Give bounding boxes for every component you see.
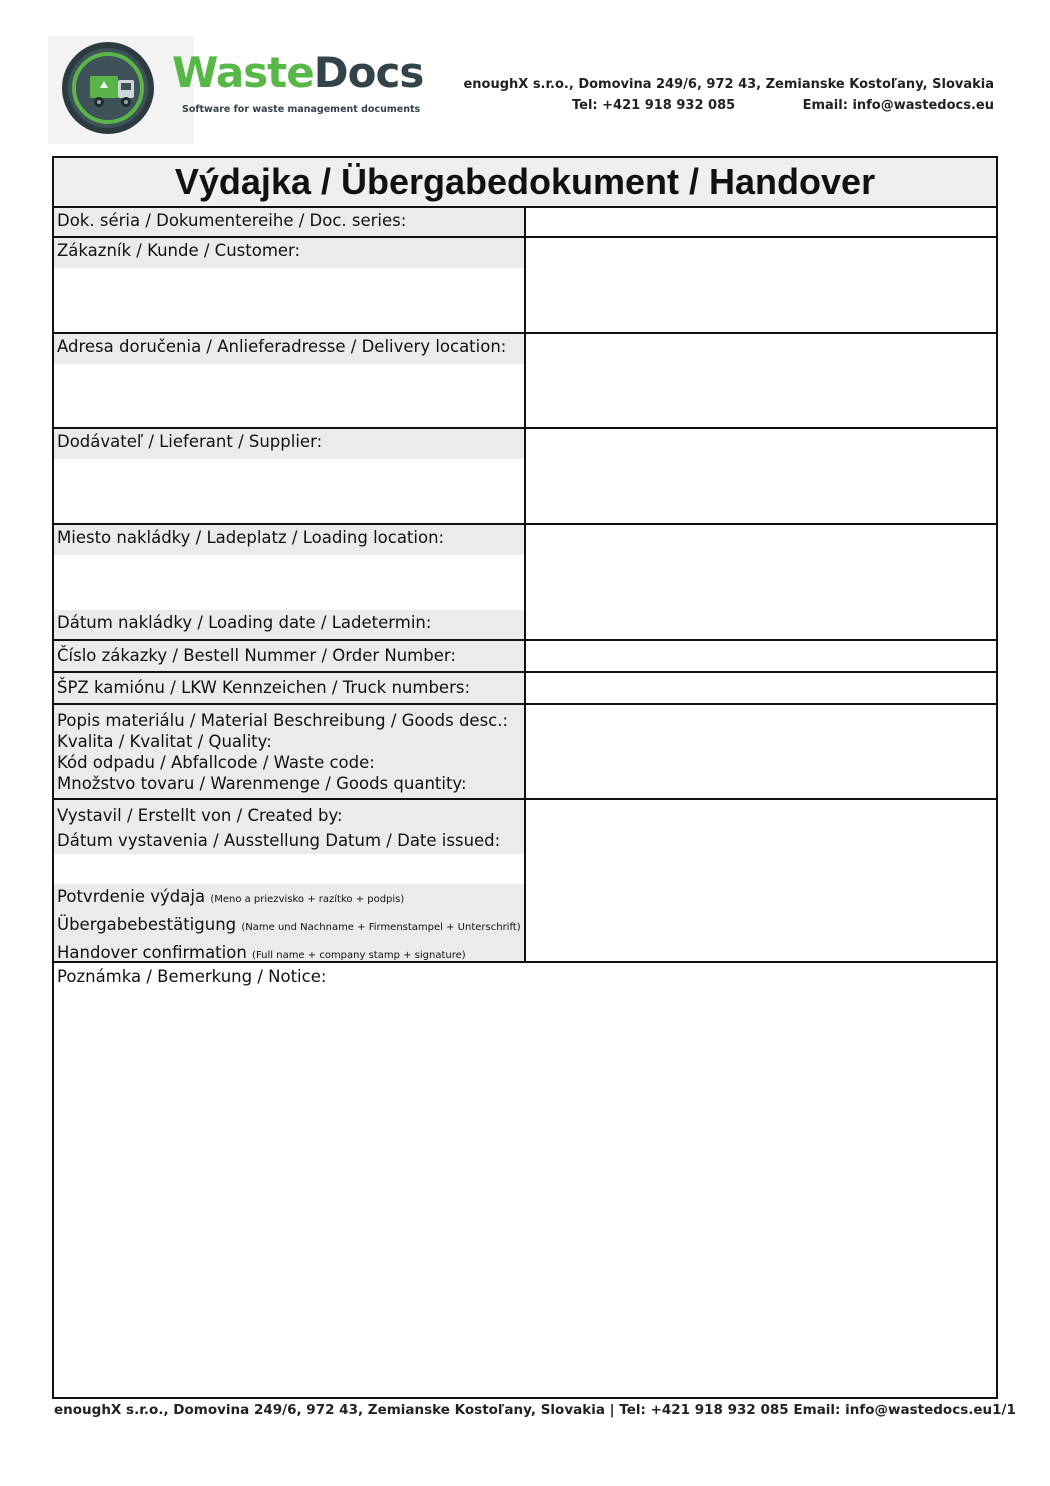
- row-issued: [54, 800, 996, 963]
- recycling-truck-icon: [62, 42, 154, 134]
- goods-quantity-label: Množstvo tovaru / Warenmenge / Goods quantity:: [57, 774, 467, 793]
- company-header: [463, 74, 994, 116]
- order-number-label: Číslo zákazky / Bestell Nummer / Order Number:: [54, 641, 524, 671]
- footer-text: enoughX s.r.o., Domovina 249/6, 972 43, Zemianske Kostoľany, Slovakia | Tel: +421 918 932 085 Email: info@wastedocs.eu: [54, 1402, 993, 1418]
- confirm-de-note: (Name und Nachname + Firmenstampel + Unterschrift): [241, 922, 521, 933]
- confirm-en-note: (Full name + company stamp + signature): [252, 950, 466, 961]
- wastedocs-logo: [48, 36, 424, 144]
- company-tel: Tel: +421 918 932 085: [572, 98, 736, 113]
- loading-field[interactable]: [526, 525, 996, 639]
- notice-label: Poznámka / Bemerkung / Notice:: [57, 967, 327, 986]
- issued-labels: [54, 800, 524, 854]
- doc-series-field[interactable]: [526, 208, 996, 236]
- supplier-label: Dodávateľ / Lieferant / Supplier:: [54, 429, 524, 459]
- logo-tagline: Software for waste management documents: [182, 104, 421, 115]
- goods-desc-label: Popis materiálu / Material Beschreibung / Goods desc.:: [57, 711, 509, 730]
- company-email: Email: info@wastedocs.eu: [802, 98, 994, 113]
- row-loading: [54, 525, 996, 641]
- row-goods: [54, 705, 996, 800]
- quality-label: Kvalita / Kvalitat / Quality:: [57, 732, 272, 751]
- row-order-number: [54, 641, 996, 673]
- truck-icon: [88, 70, 138, 112]
- row-truck-numbers: [54, 673, 996, 705]
- truck-numbers-label: ŠPZ kamiónu / LKW Kennzeichen / Truck numbers:: [54, 673, 524, 703]
- row-delivery-location: [54, 334, 996, 429]
- truck-numbers-field[interactable]: [526, 673, 996, 703]
- form-title: Výdajka / Übergabedokument / Handover: [54, 158, 996, 208]
- handover-form: [52, 156, 998, 1399]
- confirmation-labels: [54, 884, 524, 961]
- confirm-en-label: Handover confirmation: [57, 943, 247, 962]
- customer-field[interactable]: [526, 238, 996, 332]
- delivery-location-label: Adresa doručenia / Anlieferadresse / Delivery location:: [54, 334, 524, 364]
- confirm-sk-note: (Meno a priezvisko + razítko + podpis): [210, 894, 405, 905]
- row-supplier: [54, 429, 996, 525]
- waste-code-label: Kód odpadu / Abfallcode / Waste code:: [57, 753, 375, 772]
- row-doc-series: [54, 208, 996, 238]
- company-address: enoughX s.r.o., Domovina 249/6, 972 43, Zemianske Kostoľany, Slovakia: [463, 77, 994, 92]
- notice-field[interactable]: [54, 994, 996, 1397]
- loading-location-label: Miesto nakládky / Ladeplatz / Loading location:: [54, 525, 524, 555]
- created-by-label: Vystavil / Erstellt von / Created by:: [57, 806, 343, 825]
- delivery-location-field[interactable]: [526, 334, 996, 427]
- logo-wordmark: WasteDocs: [172, 48, 424, 97]
- supplier-field[interactable]: [526, 429, 996, 523]
- goods-labels: [54, 705, 524, 798]
- doc-series-label: Dok. séria / Dokumentereihe / Doc. series:: [54, 208, 524, 236]
- loading-date-label: Dátum nakládky / Loading date / Ladetermin:: [54, 610, 524, 639]
- confirm-de-label: Übergabebestätigung: [57, 915, 237, 934]
- goods-field[interactable]: [526, 705, 996, 798]
- row-customer: [54, 238, 996, 334]
- date-issued-label: Dátum vystavenia / Ausstellung Datum / Date issued:: [57, 831, 501, 850]
- confirm-sk-label: Potvrdenie výdaja: [57, 887, 206, 906]
- order-number-field[interactable]: [526, 641, 996, 671]
- customer-label: Zákazník / Kunde / Customer:: [54, 238, 524, 268]
- page-footer: [54, 1402, 1016, 1418]
- page-number: 1/1: [992, 1402, 1016, 1418]
- signature-field[interactable]: [526, 800, 996, 961]
